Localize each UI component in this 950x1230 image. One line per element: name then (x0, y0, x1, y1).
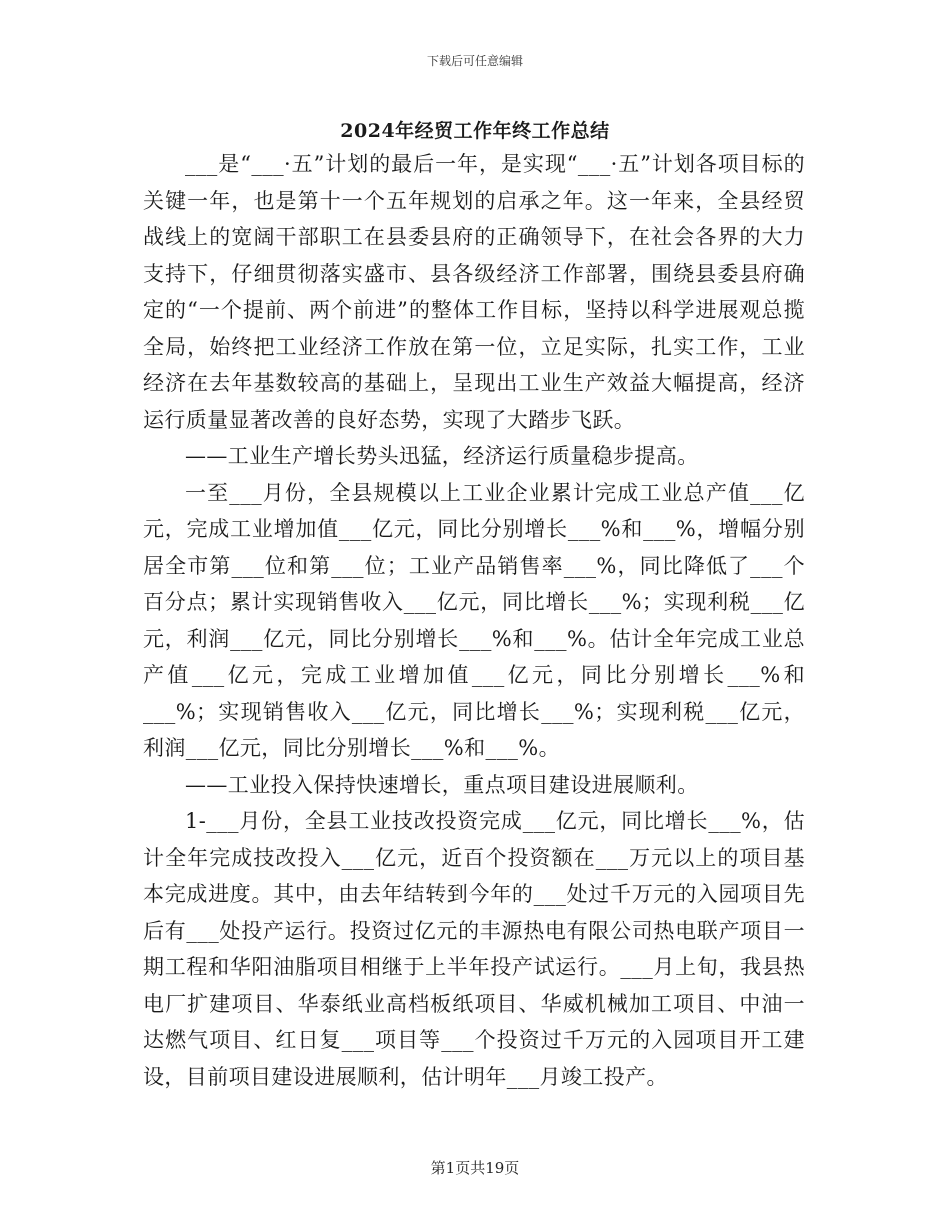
header-note: 下载后可任意编辑 (426, 54, 523, 68)
document-title: 2024年经贸工作年终工作总结 (340, 120, 610, 142)
paragraph-intro: ___是“___·五”计划的最后一年，是实现“___·五”计划各项目标的关键一年，也是第十一个五年规划的启承之年。这一年来，全县经贸战线上的宽阔干部职工在县委县府的正确领导下，在社会各界的大力支持下，仔细贯彻落实盛市、县各级经济工作部署，围绕县委县府确定的“一个提前、两个前进”的整体工作目标，坚持以科学进展观总揽全局，始终把工业经济工作放在第一位，立足实际，扎实工作，工业经济在去年基数较高的基础上，呈现出工业生产效益大幅提高，经济运行质量显著改善的良好态势，实现了大踏步飞跃。 (143, 152, 805, 432)
paragraph-production: 一至___月份，全县规模以上工业企业累计完成工业总产值___亿元，完成工业增加值___亿元，同比分别增长___%和___%，增幅分别居全市第___位和第___位；工业产品销售率___%，同比降低了___个百分点；累计实现销售收入___亿元，同比增长___%；实现利税___亿元，利润___亿元，同比分别增长___%和___%。估计全年完成工业总产值___亿元，完成工业增加值___亿元，同比分别增长___%和___%；实现销售收入___亿元，同比增长___%；实现利税___亿元，利润___亿元，同比分别增长___%和___%。 (143, 480, 805, 760)
paragraph-investment: 1-___月份，全县工业技改投资完成___亿元，同比增长___%，估计全年完成技改投入___亿元，近百个投资额在___万元以上的项目基本完成进度。其中，由去年结转到今年的___处过千万元的入园项目先后有___处投产运行。投资过亿元的丰源热电有限公司热电联产项目一期工程和华阳油脂项目相继于上半年投产试运行。___月上旬，我县热电厂扩建项目、华泰纸业高档板纸项目、华威机械加工项目、中油一达燃气项目、红日复___项目等___个投资过千万元的入园项目开工建设，目前项目建设进展顺利，估计明年___月竣工投产。 (143, 809, 805, 1089)
document-body (143, 146, 805, 1095)
section-heading-production: ——工业生产增长势头迅猛，经济运行质量稳步提高。 (185, 444, 699, 468)
section-heading-investment: ——工业投入保持快速增长，重点项目建设进展顺利。 (185, 772, 699, 797)
page-number: 第1页共19页 (430, 1159, 520, 1177)
